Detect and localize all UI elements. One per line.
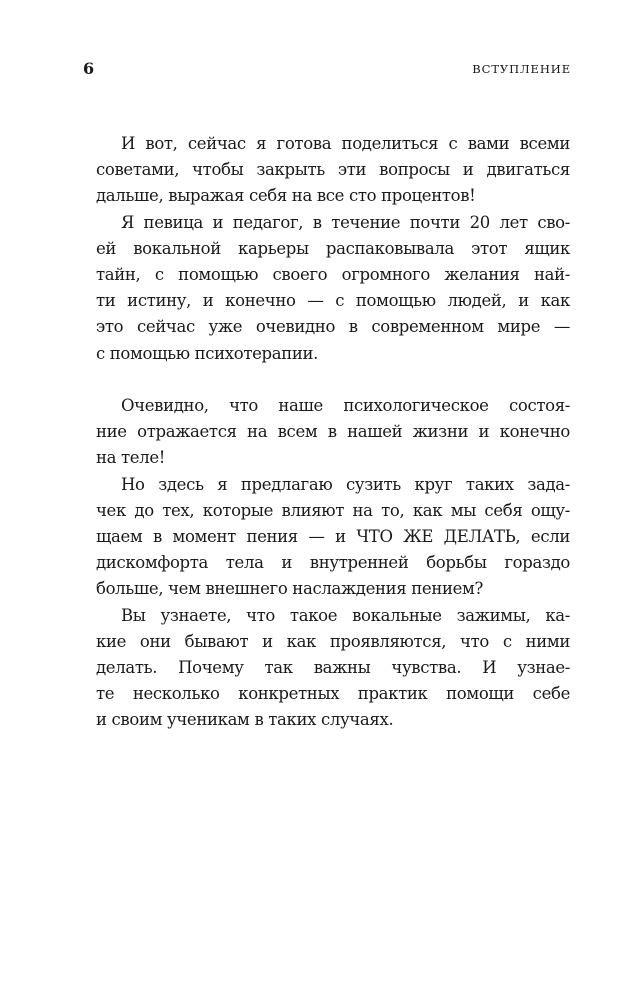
- text-line: на теле!: [96, 448, 166, 468]
- body-text: [96, 131, 570, 734]
- paragraph: [96, 210, 570, 367]
- text-line: ние отражается на всем в нашей жизни и конечно: [96, 422, 570, 442]
- paragraph: [96, 131, 570, 210]
- text-line: советами, чтобы закрыть эти вопросы и двигаться: [96, 160, 570, 180]
- text-line: с помощью психотерапии.: [96, 343, 319, 363]
- text-line: чек до тех, которые влияют на то, как мы себя ощу-: [96, 500, 570, 520]
- text-line: ей вокальной карьеры распаковывала этот ящик: [96, 238, 570, 258]
- paragraph-spacer: [96, 367, 570, 393]
- paragraph: [96, 472, 570, 603]
- text-line: и своим ученикам в таких случаях.: [96, 710, 394, 730]
- text-line: дискомфорта тела и внутренней борьбы гораздо: [96, 553, 570, 573]
- text-line: делать. Почему так важны чувства. И узнае-: [96, 658, 570, 678]
- text-line: ти истину, и конечно — с помощью людей, и как: [96, 291, 570, 311]
- text-line: те несколько конкретных практик помощи себе: [96, 684, 570, 704]
- running-head: ВСТУПЛЕНИЕ: [472, 62, 571, 76]
- text-line: это сейчас уже очевидно в современном мире —: [96, 317, 570, 337]
- text-line: Но здесь я предлагаю сузить круг таких зада-: [121, 474, 570, 494]
- text-line: Я певица и педагог, в течение почти 20 лет сво-: [121, 212, 570, 232]
- text-line: Очевидно, что наше психологическое состоя-: [121, 396, 570, 416]
- text-line: кие они бывают и как проявляются, что с ними: [96, 631, 570, 651]
- page-number: 6: [83, 59, 95, 78]
- text-line: И вот, сейчас я готова поделиться с вами всеми: [121, 134, 570, 153]
- paragraph: [96, 603, 570, 734]
- text-line: щаем в момент пения — и ЧТО ЖЕ ДЕЛАТЬ, если: [96, 527, 570, 547]
- text-line: дальше, выражая себя на все сто процентов!: [96, 186, 476, 206]
- paragraph: [96, 393, 570, 472]
- text-line: тайн, с помощью своего огромного желания най-: [96, 265, 570, 285]
- text-line: Вы узнаете, что такое вокальные зажимы, ка-: [121, 605, 570, 625]
- text-line: больше, чем внешнего наслаждения пением?: [96, 579, 484, 599]
